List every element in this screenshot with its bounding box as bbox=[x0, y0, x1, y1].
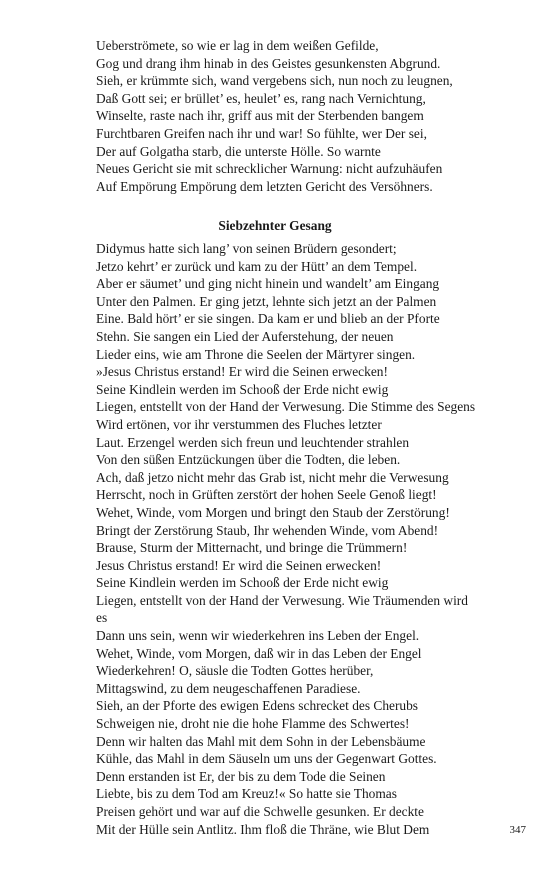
verse-line: Wehet, Winde, vom Morgen, daß wir in das Leben der Engel bbox=[96, 645, 422, 661]
section-heading: Siebzehnter Gesang bbox=[218, 218, 332, 233]
verse-line: Ueberströmete, so wie er lag in dem weißen Gefilde, bbox=[96, 38, 379, 53]
verse-line: Preisen gehört und war auf die Schwelle gesunken. Er deckte bbox=[96, 804, 424, 819]
verse-line: Kühle, das Mahl in dem Säuseln um uns der Gegenwart Gottes. bbox=[96, 751, 437, 767]
verse-line: Neues Gericht sie mit schrecklicher Warnung: nicht aufzuhäufen bbox=[96, 161, 443, 177]
verse-line: Gog und drang ihm hinab in des Geistes gesunkensten Abgrund. bbox=[96, 55, 441, 71]
verse-line: Lieder eins, wie am Throne die Seelen der Märtyrer singen. bbox=[96, 346, 416, 362]
verse-line: Mit der Hülle sein Antlitz. Ihm floß die Thräne, wie Blut Dem bbox=[96, 821, 430, 837]
verse-line: Denn wir halten das Mahl mit dem Sohn in der Lebensbäume bbox=[96, 733, 426, 749]
verse-line: Furchtbaren Greifen nach ihr und war! So fühlte, wer Der sei, bbox=[96, 125, 427, 141]
verse-line: Wehet, Winde, vom Morgen und bringt den Staub der Zerstörung! bbox=[96, 504, 450, 520]
verse-line: Bringt der Zerstörung Staub, Ihr wehenden Winde, vom Abend! bbox=[96, 522, 439, 538]
verse-line: Sieh, er krümmte sich, wand vergebens sich, nun noch zu leugnen, bbox=[96, 73, 453, 89]
verse-line: Didymus hatte sich lang’ von seinen Brüdern gesondert; bbox=[96, 241, 397, 256]
verse-line: Der auf Golgatha starb, die unterste Hölle. So warnte bbox=[96, 143, 381, 159]
verse-line: »Jesus Christus erstand! Er wird die Seinen erwecken! bbox=[96, 364, 388, 380]
verse-block-top bbox=[96, 37, 526, 195]
verse-line: Seine Kindlein werden im Schooß der Erde nicht ewig bbox=[96, 381, 389, 397]
verse-line: Mittagswind, zu dem neugeschaffenen Paradiese. bbox=[96, 680, 361, 696]
verse-line: Herrscht, noch in Grüften zerstört der hohen Seele Genoß liegt! bbox=[96, 487, 437, 503]
verse-line: Aber er säumet’ und ging nicht hinein und wandelt’ am Eingang bbox=[96, 276, 440, 292]
verse-line: Jesus Christus erstand! Er wird die Seinen erwecken! bbox=[96, 557, 382, 573]
verse-line: Wiederkehren! O, säusle die Todten Gottes herüber, bbox=[96, 663, 374, 679]
verse-line: Denn erstanden ist Er, der bis zu dem Tode die Seinen bbox=[96, 768, 386, 784]
verse-line: Sieh, an der Pforte des ewigen Edens schrecket des Cherubs bbox=[96, 698, 419, 714]
verse-line: Laut. Erzengel werden sich freun und leuchtender strahlen bbox=[96, 434, 410, 450]
verse-line: Dann uns sein, wenn wir wiederkehren ins Leben der Engel. bbox=[96, 628, 420, 644]
verse-line: Daß Gott sei; er brüllet’ es, heulet’ es, rang nach Vernichtung, bbox=[96, 90, 426, 106]
verse-line: Brause, Sturm der Mitternacht, und bringe die Trümmern! bbox=[96, 540, 408, 556]
verse-line: Liebte, bis zu dem Tod am Kreuz!« So hatte sie Thomas bbox=[96, 786, 397, 802]
verse-line: Eine. Bald hört’ er sie singen. Da kam er und blieb an der Pforte bbox=[96, 311, 440, 327]
verse-line: Liegen, entstellt von der Hand der Verwesung. Wie Träumenden wird bbox=[96, 592, 468, 608]
verse-line: Jetzo kehrt’ er zurück und kam zu der Hütt’ an dem Tempel. bbox=[96, 258, 418, 274]
verse-line: Stehn. Sie sangen ein Lied der Auferstehung, der neuen bbox=[96, 328, 394, 344]
verse-line: Schweigen nie, droht nie die hohe Flamme des Schwertes! bbox=[96, 716, 410, 732]
verse-line: Ach, daß jetzo nicht mehr das Grab ist, nicht mehr die Verwesung bbox=[96, 469, 449, 485]
verse-line: Winselte, raste nach ihr, griff aus mit der Sterbenden bangem bbox=[96, 108, 424, 124]
page-number: 347 bbox=[509, 824, 526, 836]
verse-line: Liegen, entstellt von der Hand der Verwesung. Die Stimme des Segens bbox=[96, 399, 476, 415]
verse-line: Unter den Palmen. Er ging jetzt, lehnte sich jetzt an der Palmen bbox=[96, 293, 437, 309]
verse-block-main bbox=[96, 240, 526, 838]
verse-line: es bbox=[96, 610, 108, 626]
verse-line: Seine Kindlein werden im Schooß der Erde nicht ewig bbox=[96, 575, 389, 591]
verse-line: Auf Empörung Empörung dem letzten Gericht des Versöhners. bbox=[96, 178, 433, 194]
verse-line: Von den süßen Entzückungen über die Todten, die leben. bbox=[96, 452, 401, 468]
verse-line: Wird ertönen, vor ihr verstummen des Fluches letzter bbox=[96, 416, 382, 432]
